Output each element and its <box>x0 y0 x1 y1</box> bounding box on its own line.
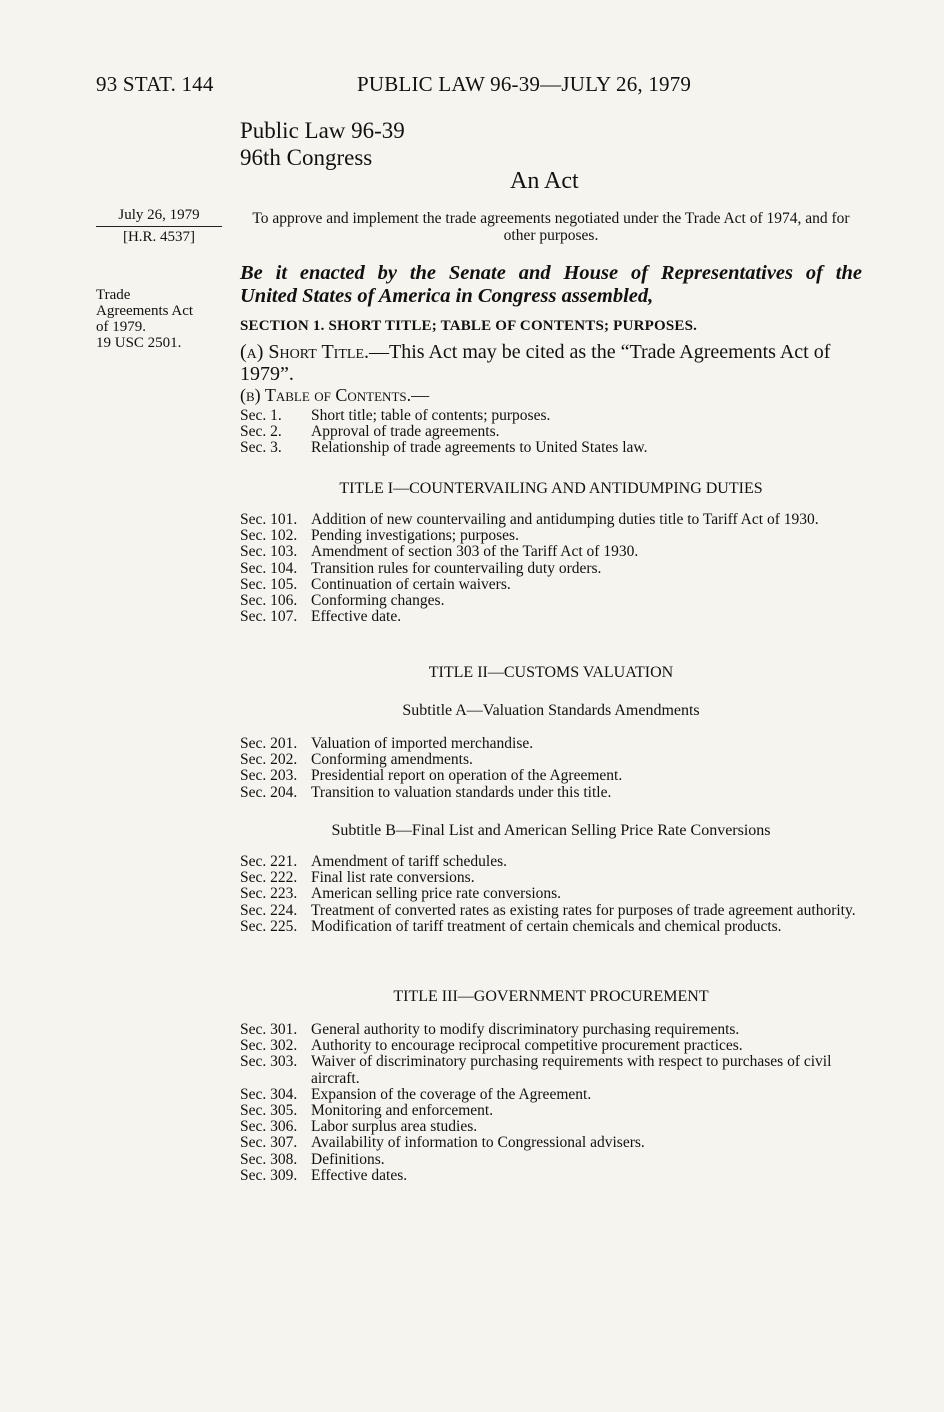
stat-page-reference: 93 STAT. 144 <box>96 72 214 96</box>
margin-notes <box>96 287 193 351</box>
toc-entry <box>240 870 865 886</box>
toc-entry-number: Sec. 222. <box>240 869 298 887</box>
toc-entry-text: Final list rate conversions. <box>311 869 475 887</box>
enacting-line-1: Be it enacted by the Senate and House of Representatives of the <box>240 262 862 284</box>
toc-entry <box>240 593 865 609</box>
margin-date-block <box>96 207 222 245</box>
toc-entry-number: Sec. 224. <box>240 901 298 919</box>
toc-entry <box>240 1119 865 1135</box>
short-title-label: (a) Short Title. <box>240 341 369 363</box>
toc-entry-number: Sec. 101. <box>240 511 298 528</box>
toc-entry <box>240 1168 865 1184</box>
toc-entry-number: Sec. 221. <box>240 853 298 870</box>
toc-entry <box>240 919 865 935</box>
toc-entry-text: Definitions. <box>311 1150 385 1168</box>
title-1-heading: TITLE I—COUNTERVAILING AND ANTIDUMPING DUTIES <box>339 480 763 497</box>
congress-number: 96th Congress <box>240 145 373 170</box>
toc-entry <box>240 1054 865 1086</box>
toc-entry-text: Labor surplus area studies. <box>311 1118 478 1136</box>
toc-entry-number: Sec. 223. <box>240 885 298 903</box>
toc-heading <box>240 385 429 406</box>
subtitle-a-heading: Subtitle A—Valuation Standards Amendments <box>402 702 700 719</box>
toc-entry-number: Sec. 105. <box>240 575 298 593</box>
toc-entry-number: Sec. 106. <box>240 592 298 610</box>
toc-entry-number: Sec. 102. <box>240 527 298 545</box>
toc-entry <box>240 736 865 752</box>
toc-entry-text: Relationship of trade agreements to United States law. <box>311 439 648 457</box>
margin-note: of 1979. <box>96 319 146 335</box>
toc-entry <box>240 440 865 456</box>
toc-entry <box>240 752 865 768</box>
toc-entry <box>240 1103 865 1119</box>
toc-entry-text: Transition to valuation standards under this title. <box>311 783 612 801</box>
margin-rule <box>96 226 222 227</box>
title-2-heading: TITLE II—CUSTOMS VALUATION <box>428 664 674 681</box>
toc-entry-number: Sec. 3. <box>240 439 282 457</box>
toc-entry <box>240 1022 865 1038</box>
toc-entry-number: Sec. 304. <box>240 1085 298 1103</box>
toc-entry-text: Treatment of converted rates as existing rates for purposes of trade agreement authority. <box>311 901 856 919</box>
toc-entry-number: Sec. 303. <box>240 1053 298 1071</box>
toc-label: (b) Table of Contents. <box>240 385 412 405</box>
toc-entry-text: Availability of information to Congressional advisers. <box>311 1134 645 1152</box>
toc-entry-text: Expansion of the coverage of the Agreement. <box>311 1085 592 1103</box>
toc-entry-number: Sec. 308. <box>240 1150 298 1168</box>
toc-entry <box>240 1038 865 1054</box>
toc-entry <box>240 424 865 440</box>
toc-subtitle-b-entries <box>240 854 865 935</box>
section-1-heading: SECTION 1. SHORT TITLE; TABLE OF CONTENTS; PURPOSES. <box>240 318 698 334</box>
toc-entry-number: Sec. 201. <box>240 735 298 752</box>
toc-entry <box>240 768 865 784</box>
toc-entry-number: Sec. 302. <box>240 1037 298 1055</box>
toc-entry-number: Sec. 225. <box>240 917 298 935</box>
enacting-line-2: United States of America in Congress assembled, <box>240 285 654 307</box>
toc-entry <box>240 903 865 919</box>
toc-entry-text: Modification of tariff treatment of certain chemicals and chemical products. <box>311 917 782 935</box>
toc-entry <box>240 512 865 528</box>
toc-entry-text: Monitoring and enforcement. <box>311 1102 494 1120</box>
toc-entry <box>240 528 865 544</box>
toc-entry-text: Short title; table of contents; purposes. <box>311 407 551 424</box>
toc-entry-number: Sec. 307. <box>240 1134 298 1152</box>
toc-entry-text: Presidential report on operation of the Agreement. <box>311 767 623 785</box>
toc-entry-text: Conforming changes. <box>311 592 445 610</box>
toc-entry-number: Sec. 203. <box>240 767 298 785</box>
an-act-heading: An Act <box>510 168 579 194</box>
toc-entry-text: Conforming amendments. <box>311 751 473 769</box>
public-law-number: Public Law 96-39 <box>240 118 405 143</box>
toc-title-3-entries <box>240 1022 865 1184</box>
toc-entry-text: Amendment of tariff schedules. <box>311 853 507 870</box>
subtitle-b-heading: Subtitle B—Final List and American Selling Price Rate Conversions <box>331 822 771 839</box>
toc-entry-number: Sec. 1. <box>240 407 282 424</box>
toc-entry <box>240 408 865 424</box>
toc-title-1-entries <box>240 512 865 625</box>
toc-entry <box>240 577 865 593</box>
toc-entry-number: Sec. 103. <box>240 543 298 561</box>
toc-entry-number: Sec. 204. <box>240 783 298 801</box>
toc-entry-number: Sec. 104. <box>240 559 298 577</box>
toc-entry-number: Sec. 309. <box>240 1166 298 1184</box>
toc-general-entries <box>240 408 865 457</box>
act-purpose: To approve and implement the trade agreements negotiated under the Trade Act of 1974, and for other purposes. <box>252 210 850 244</box>
bill-number: [H.R. 4537] <box>122 229 196 245</box>
toc-entry-number: Sec. 2. <box>240 423 282 441</box>
toc-entry-number: Sec. 202. <box>240 751 298 769</box>
toc-entry <box>240 886 865 902</box>
enactment-date: July 26, 1979 <box>118 207 200 223</box>
toc-entry <box>240 854 865 870</box>
toc-entry-text: General authority to modify discriminatory purchasing requirements. <box>311 1021 740 1038</box>
enacting-clause <box>240 262 862 308</box>
margin-note: Trade <box>96 287 131 303</box>
toc-entry-text: Continuation of certain waivers. <box>311 575 511 593</box>
toc-entry-text: Approval of trade agreements. <box>311 423 500 441</box>
toc-entry-text: Pending investigations; purposes. <box>311 527 519 545</box>
toc-entry <box>240 544 865 560</box>
short-title-paragraph <box>240 341 862 385</box>
toc-entry-text: Valuation of imported merchandise. <box>311 735 534 752</box>
toc-entry <box>240 561 865 577</box>
toc-entry-text: Waiver of discriminatory purchasing requirements with respect to purchases of civil aircraft. <box>311 1053 832 1087</box>
toc-entry <box>240 1087 865 1103</box>
margin-note: 19 USC 2501. <box>96 335 182 351</box>
toc-entry-text: Effective date. <box>311 608 402 626</box>
toc-entry-number: Sec. 306. <box>240 1118 298 1136</box>
toc-entry-number: Sec. 107. <box>240 608 298 626</box>
toc-entry-text: American selling price rate conversions. <box>311 885 562 903</box>
toc-entry-text: Effective dates. <box>311 1166 408 1184</box>
title-3-heading: TITLE III—GOVERNMENT PROCUREMENT <box>393 988 709 1005</box>
running-title: PUBLIC LAW 96-39—JULY 26, 1979 <box>357 72 692 96</box>
toc-entry <box>240 609 865 625</box>
toc-dash: — <box>411 385 430 405</box>
margin-note: Agreements Act <box>96 303 194 319</box>
toc-subtitle-a-entries <box>240 736 865 801</box>
toc-entry-number: Sec. 301. <box>240 1021 298 1038</box>
short-title-text: —This Act may be cited as the “Trade Agreements Act of 1979”. <box>240 341 831 385</box>
toc-entry-number: Sec. 305. <box>240 1102 298 1120</box>
toc-entry <box>240 1152 865 1168</box>
toc-entry-text: Amendment of section 303 of the Tariff Act of 1930. <box>311 543 639 561</box>
toc-entry-text: Addition of new countervailing and antidumping duties title to Tariff Act of 1930. <box>311 511 819 528</box>
toc-entry <box>240 1135 865 1151</box>
toc-entry-text: Transition rules for countervailing duty orders. <box>311 559 602 577</box>
toc-entry-text: Authority to encourage reciprocal competitive procurement practices. <box>311 1037 743 1055</box>
toc-entry <box>240 785 865 801</box>
